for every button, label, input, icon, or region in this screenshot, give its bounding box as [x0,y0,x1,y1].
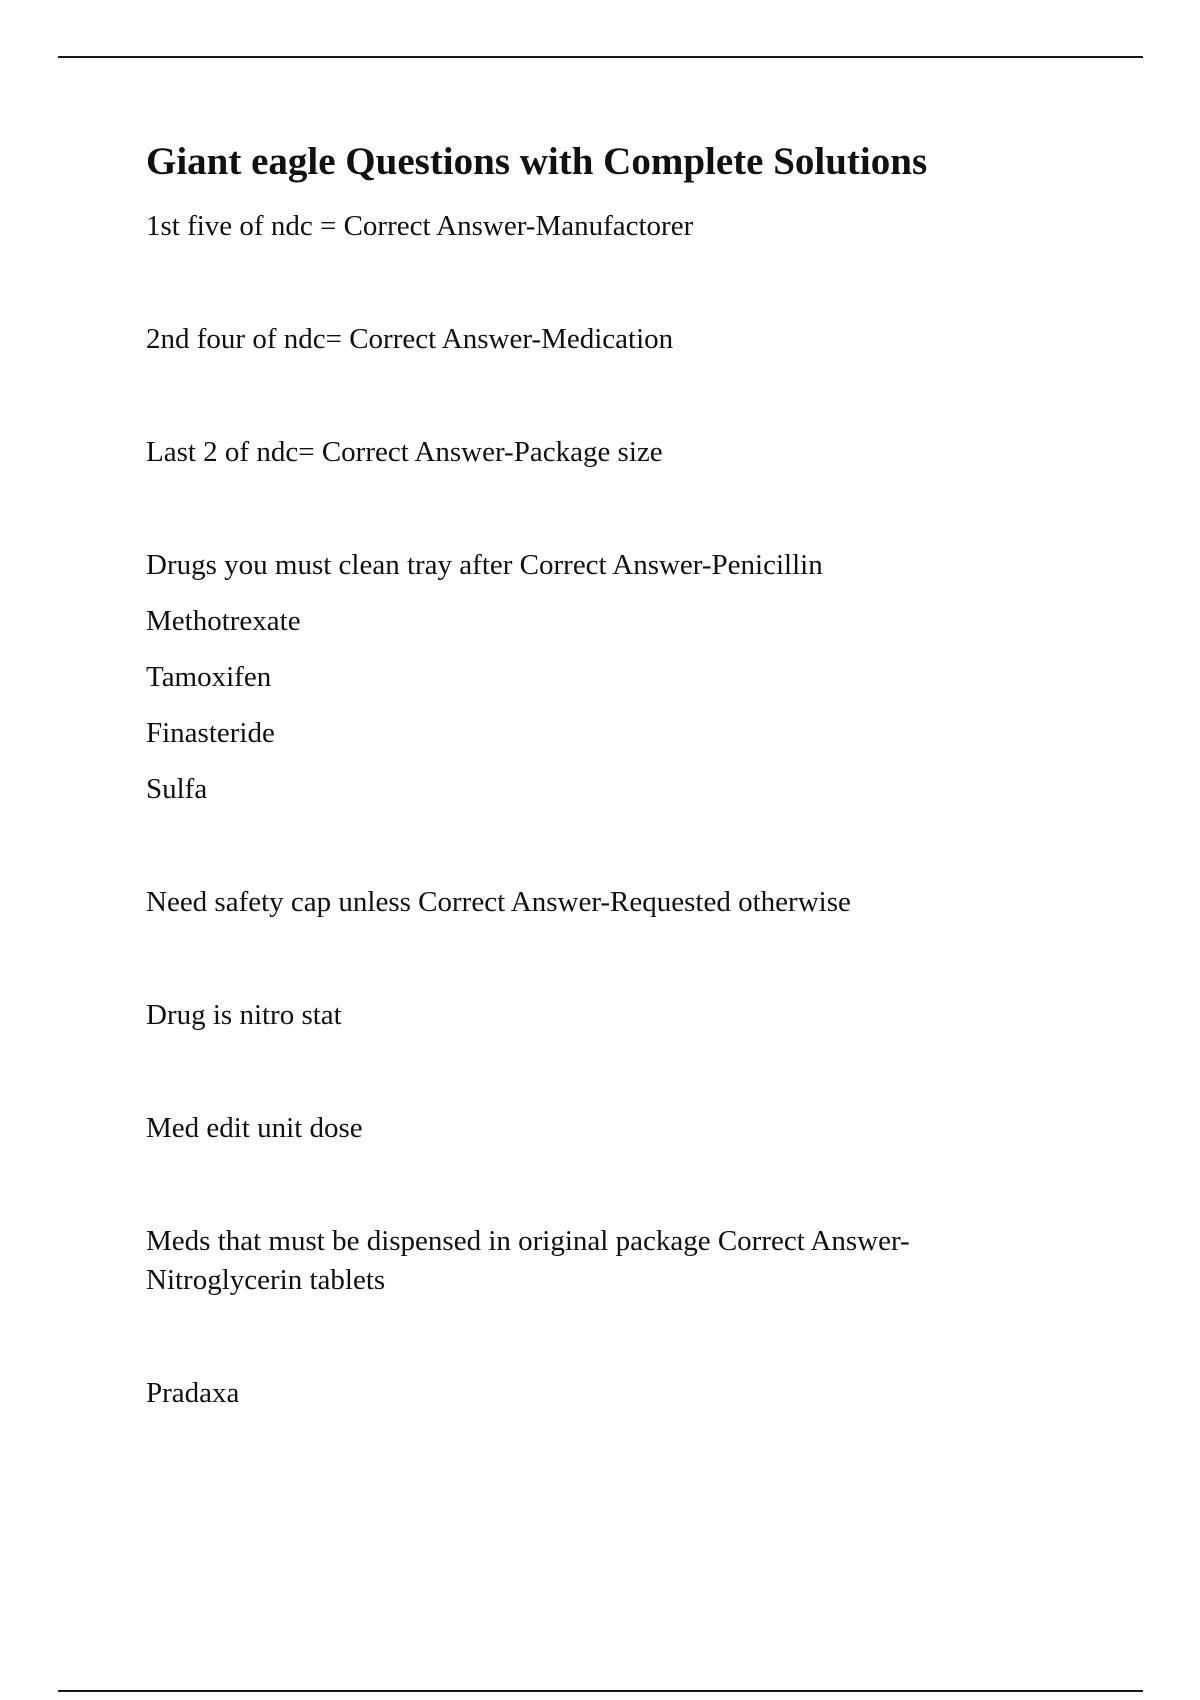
list-item: Methotrexate [146,604,301,637]
document-body [146,140,1046,1413]
qa-ndc-last-two: Last 2 of ndc= Correct Answer-Package size [146,435,663,468]
qa-ndc-second-four: 2nd four of ndc= Correct Answer-Medication [146,322,674,355]
header-rule [58,56,1143,58]
text-line: Drug is nitro stat [146,998,342,1031]
text-line: Med edit unit dose [146,1111,363,1144]
list-item: Sulfa [146,772,208,805]
text-line: Pradaxa [146,1376,240,1409]
qa-clean-tray: Drugs you must clean tray after Correct Answer-Penicillin [146,548,823,581]
document-title: Giant eagle Questions with Complete Solutions [146,140,928,183]
qa-original-package-continued: Nitroglycerin tablets [146,1263,386,1296]
list-item: Tamoxifen [146,660,272,693]
qa-ndc-first-five: 1st five of ndc = Correct Answer-Manufactorer [146,209,694,242]
qa-original-package: Meds that must be dispensed in original package Correct Answer- [146,1224,910,1257]
footer-rule [58,1690,1143,1692]
qa-safety-cap: Need safety cap unless Correct Answer-Requested otherwise [146,885,851,918]
list-item: Finasteride [146,716,275,749]
